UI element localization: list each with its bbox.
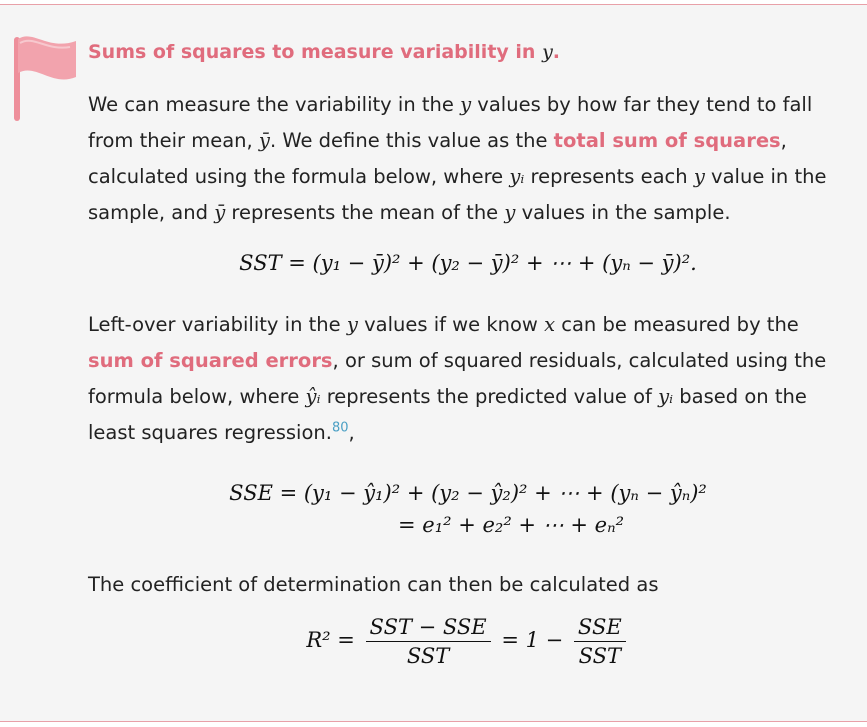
flag-icon: [8, 29, 80, 121]
equation-r2: R² = $\frac{\text{SST − SSE}}{\text{SST}}$ = 1 − $\frac{\text{SSE}}{\text{SST}}$: [88, 615, 848, 668]
paragraph-sse: Left-over variability in the y values if we know x can be measured by the sum of squared errors, or sum of squared residuals, calculated using the formula below, where ŷᵢ represents the predicted value of yᵢ based on the least squares regression.$^{80}$,: [88, 313, 827, 444]
equation-sse: [88, 477, 848, 541]
equation-sse-line1: SSE = (y₁ − ŷ₁)² + (y₂ − ŷ₂)² + ⋯ + (yₙ − ŷₙ)²: [229, 481, 707, 505]
fraction-2: $\frac{\text{SSE}}{\text{SST}}$: [574, 615, 626, 668]
paragraph-r2: The coefficient of determination can then be calculated as: [88, 573, 659, 596]
term-sum-of-squared-errors: sum of squared errors: [88, 349, 333, 372]
callout-box: [0, 4, 867, 722]
callout-title: Sums of squares to measure variability in y.: [88, 41, 561, 63]
fraction-1: $\frac{\text{SST − SSE}}{\text{SST}}$: [366, 615, 491, 668]
equation-sse-line2: = e₁² + e₂² + ⋯ + eₙ²: [398, 513, 624, 537]
callout-content: [88, 35, 848, 668]
footnote-link[interactable]: 80: [331, 420, 349, 436]
paragraph-sst: We can measure the variability in the y values by how far they tend to fall from their mean, ȳ. We define this value as the total sum of squares, calculated using the formula below, where yᵢ represents each y value in the sample, and ȳ represents the mean of the y values in the sample.: [88, 93, 827, 224]
equation-sst: SST = (y₁ − ȳ)² + (y₂ − ȳ)² + ⋯ + (yₙ − ȳ)².: [239, 251, 697, 275]
term-total-sum-of-squares: total sum of squares: [553, 129, 781, 152]
